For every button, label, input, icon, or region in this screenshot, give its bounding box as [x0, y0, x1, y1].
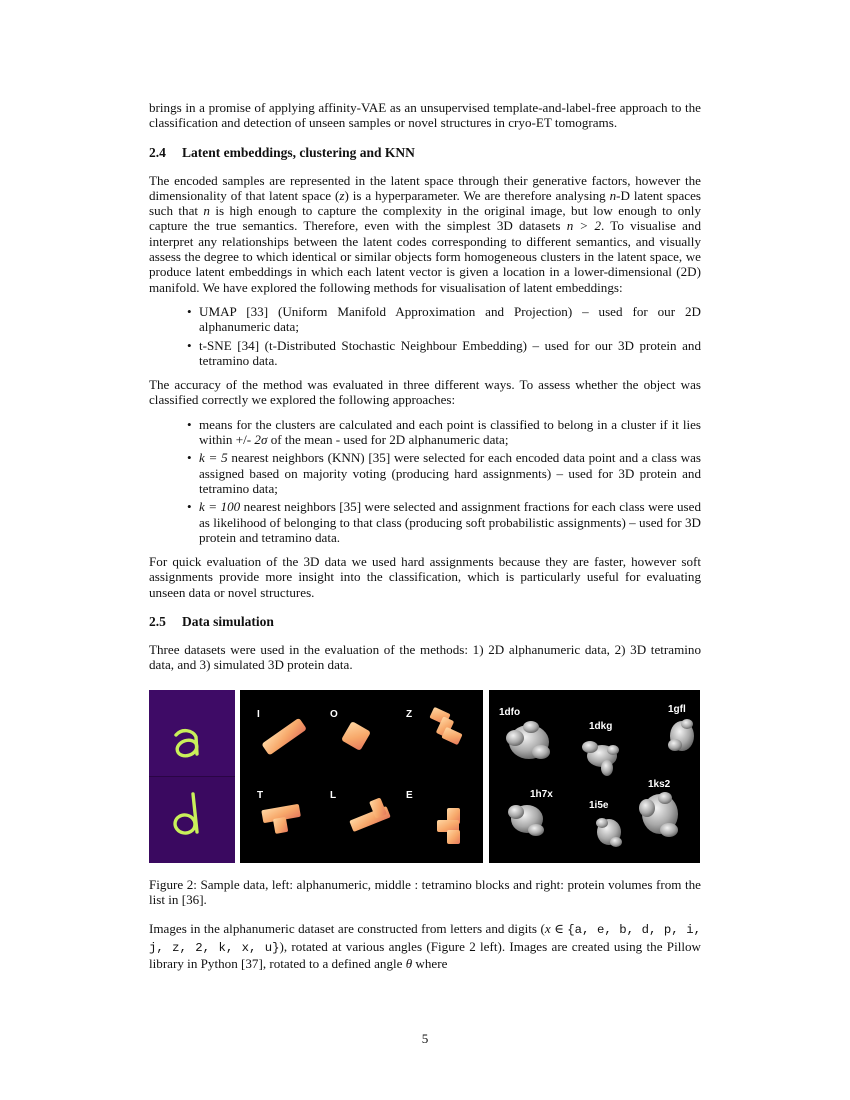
bullet-marker: •: [187, 337, 192, 353]
section-number: 2.5: [149, 614, 166, 630]
text-run: means for the clusters are calculated and each point is classified to belong in a cluster if it lies within +/-: [199, 416, 701, 448]
text-run: ), rotated at various angles (Figure 2 left). Images are created using the Pillow library in Python [37], rotated to a defined angle: [149, 938, 701, 971]
math-k: k = 100: [199, 499, 241, 515]
text-run: nearest neighbors (KNN) [35] were selected for each encoded data point and a class was assigned based on majority voting (producing hard assignments) – used for 3D protein and tetramino data;: [199, 450, 702, 496]
math-in: ∈: [550, 921, 568, 937]
list-item: [149, 417, 701, 448]
math-sigma: 2σ: [254, 432, 268, 448]
protein-1gfl-volume: [668, 719, 694, 751]
protein-label-1ks2: 1ks2: [648, 778, 671, 790]
section-heading-2-4: [149, 145, 701, 161]
section-number: 2.4: [149, 144, 166, 160]
alphanumeric-image: [149, 690, 235, 863]
classification-approaches-list: [149, 417, 701, 545]
math-k: k = 5: [199, 450, 228, 466]
bullet-marker: •: [187, 416, 192, 432]
datasets-paragraph: Three datasets were used in the evaluation of the methods: 1) 2D alphanumeric data, 2) 3D tetramino data, and 3) simulated 3D protein data.: [149, 642, 701, 673]
protein-label-1dfo: 1dfo: [499, 706, 521, 718]
text-run: . To visualise and interpret any relationships between the latent codes corresponding to different semantics, and visually assess the degree to which identical or similar objects form homogeneous clusters in the latent space, we produce latent embeddings in which each latent vector is given a location in a lower-dimensional (2D) manifold. We have explored the following methods for visualisation of latent embeddings:: [149, 218, 701, 295]
text-run: -D latent spaces such that: [149, 187, 702, 219]
bullet-marker: •: [187, 303, 192, 319]
tetramino-label-t: T: [257, 789, 264, 801]
section-title: Latent embeddings, clustering and KNN: [182, 144, 415, 160]
tetramino-label-l: L: [330, 789, 337, 801]
section-heading-2-5: [149, 614, 701, 630]
text-run: nearest neighbors [35] were selected and assignment fractions for each class were used as likelihood of belonging to that class (producing soft probabilistic assignments) – used for 3D protein and tetramino data.: [199, 499, 701, 545]
character-set: {a, e, b, d, p, i, j, z, 2, k, x, u}: [149, 923, 702, 955]
tetramino-t-block: [261, 803, 301, 833]
tetramino-z-block: [429, 706, 462, 744]
protein-1dfo-volume: [506, 721, 550, 759]
protein-1h7x-volume: [508, 805, 544, 836]
tetramino-l-block: [349, 797, 391, 832]
text-run: of the mean - used for 2D alphanumeric data;: [267, 432, 509, 448]
math-theta: θ: [405, 955, 413, 971]
list-item: [149, 304, 701, 335]
text-run: is high enough to capture the complexity in the original image, but low enough to only capture the true semantics. Therefore, even with the simplest 3D datasets: [149, 203, 701, 234]
text-run: where: [412, 955, 448, 971]
protein-label-1gfl: 1gfl: [668, 703, 686, 715]
bullet-marker: •: [187, 499, 192, 515]
list-item: [149, 450, 701, 496]
figure-2: [149, 690, 701, 863]
bullet-marker: •: [187, 450, 192, 466]
list-item-text: t-SNE [34] (t-Distributed Stochastic Neighbour Embedding) – used for our 3D protein and tetramino data.: [199, 337, 701, 368]
text-run: The encoded samples are represented in the latent space through their generative factors, however the dimensionality of that latent space (: [149, 172, 701, 203]
tetramino-image: [240, 690, 483, 863]
tetramino-o-block: [341, 721, 371, 751]
protein-1ks2-volume: [639, 792, 678, 837]
list-item: [149, 499, 701, 545]
page-body: [149, 100, 701, 971]
math-condition: n > 2: [566, 218, 602, 234]
math-x: x: [544, 921, 551, 937]
alphanumeric-panel: [149, 690, 235, 863]
section-title: Data simulation: [182, 614, 274, 630]
math-n: n: [609, 187, 617, 203]
latent-paragraph: [149, 173, 701, 295]
tetramino-label-i: I: [257, 708, 260, 720]
text-run: ) is a hyperparameter. We are therefore analysing: [344, 187, 610, 203]
list-item-text: UMAP [33] (Uniform Manifold Approximation and Projection) – used for our 2D alphanumeric data;: [199, 303, 701, 335]
tetramino-e-block: [437, 808, 460, 844]
accuracy-paragraph: The accuracy of the method was evaluated in three different ways. To assess whether the object was classified correctly we explored the following approaches:: [149, 377, 701, 408]
math-z: z: [339, 187, 345, 203]
intro-paragraph: brings in a promise of applying affinity-VAE as an unsupervised template-and-label-free approach to the classification and detection of unseen samples or novel structures in cryo-ET tomograms.: [149, 100, 701, 131]
page-number: 5: [421, 1031, 429, 1046]
protein-1i5e-volume: [596, 818, 622, 847]
protein-image: [489, 690, 700, 863]
protein-label-1dkg: 1dkg: [589, 720, 613, 732]
math-n: n: [203, 203, 210, 219]
protein-label-1h7x: 1h7x: [530, 788, 553, 800]
text-run: Images in the alphanumeric dataset are constructed from letters and digits (: [149, 921, 545, 937]
visualisation-methods-list: [149, 304, 701, 368]
alphanumeric-paragraph: [149, 921, 701, 971]
protein-label-1i5e: 1i5e: [589, 799, 609, 811]
tetramino-label-o: O: [330, 708, 338, 720]
tetramino-label-e: E: [406, 789, 413, 801]
protein-panel: [489, 690, 700, 863]
evaluation-paragraph: For quick evaluation of the 3D data we used hard assignments because they are faster, however soft assignments provide more insight into the classification, which is particularly useful for evaluating unseen data or novel structures.: [149, 554, 701, 600]
figure-caption: Figure 2: Sample data, left: alphanumeric, middle : tetramino blocks and right: protein volumes from the list in [36].: [149, 876, 701, 907]
tetramino-i-block: [261, 717, 307, 755]
tetramino-panel: [240, 690, 483, 863]
protein-1dkg-volume: [582, 741, 619, 776]
tetramino-label-z: Z: [406, 708, 413, 720]
list-item: [149, 338, 701, 369]
